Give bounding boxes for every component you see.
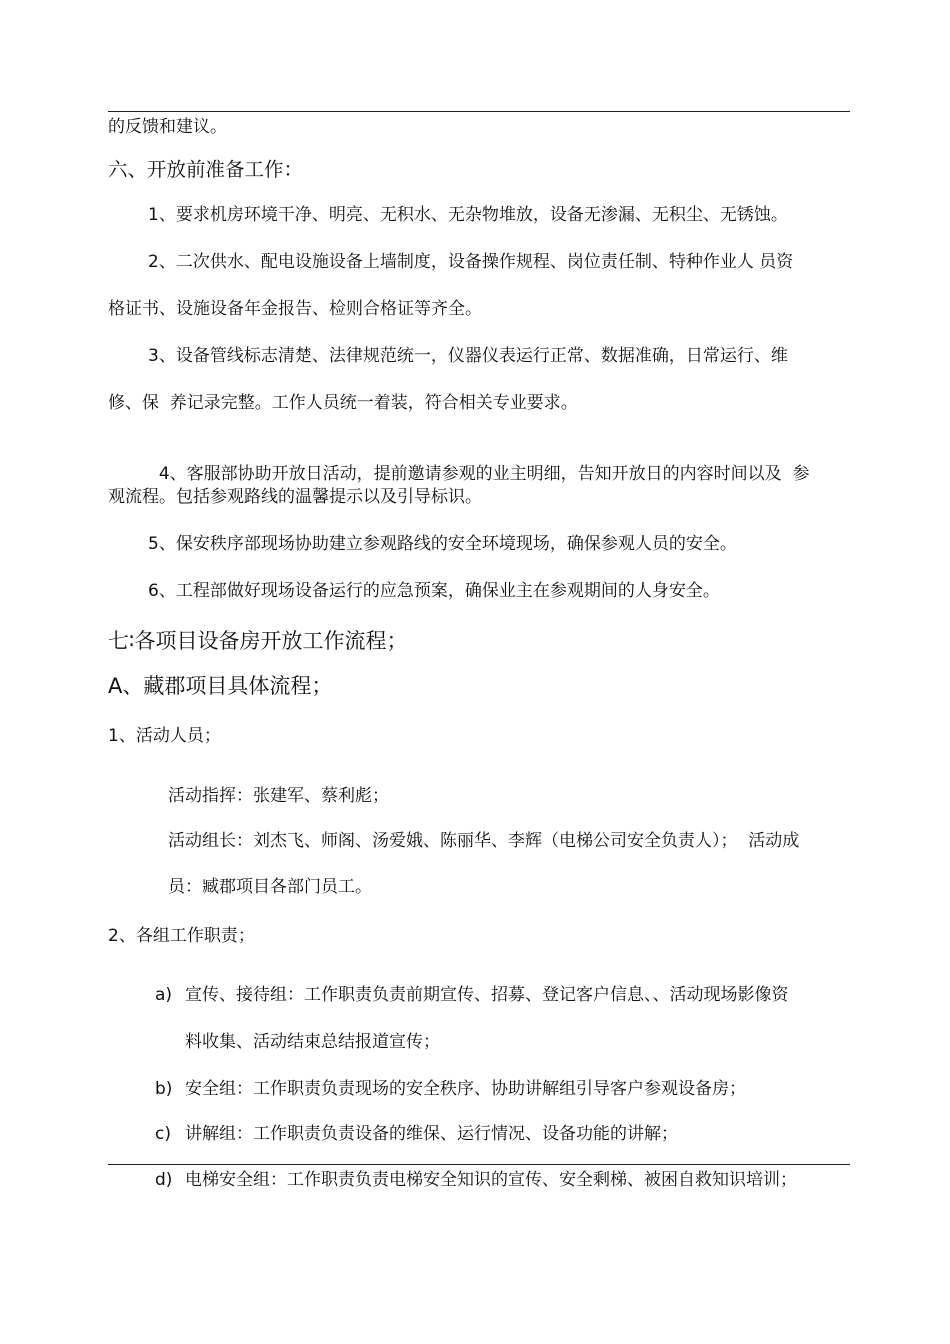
group-d (155, 1168, 797, 1192)
item-text: 客服部协助开放日活动，提前邀请参观的业主明细，告知开放日的内容时间以及 参 (186, 464, 810, 484)
group-letter: a) (155, 985, 173, 1005)
item-number: 2、 (148, 252, 176, 272)
group-letter: d) (155, 1170, 173, 1190)
section6-item-4-line1 (148, 438, 809, 486)
section7-subheading: A、藏郡项目具体流程； (108, 674, 333, 698)
section6-item-1 (148, 203, 788, 227)
item-number: 5、 (148, 534, 176, 554)
section6-heading: 六、开放前准备工作： (108, 158, 304, 181)
group-text: 电梯安全组：工作职责负责电梯安全知识的宣传、安全剩梯、被困自救知识培训； (185, 1170, 797, 1190)
header-rule (108, 111, 850, 112)
item-number: 6、 (148, 581, 176, 601)
item-text: 设备管线标志清楚、法律规范统一，仪器仪表运行正常、数据准确，日常运行、维 (175, 346, 788, 366)
part1-members-line: 员：臧郡项目各部门员工。 (168, 877, 372, 897)
footer-rule (108, 1164, 850, 1165)
group-c (155, 1122, 678, 1146)
item-text: 要求机房环境干净、明亮、无积水、无杂物堆放，设备无渗漏、无积尘、无锈蚀。 (175, 205, 788, 225)
section6-item-4-line2: 观流程。包括参观路线的温馨提示以及引导标识。 (108, 487, 482, 507)
item-text: 保安秩序部现场协助建立参观路线的安全环境现场，确保参观人员的安全。 (175, 534, 737, 554)
continuation-line: 的反馈和建议。 (108, 117, 227, 137)
group-a-line2: 料收集、活动结束总结报道宣传； (185, 1032, 440, 1052)
group-text: 讲解组：工作职责负责设备的维保、运行情况、设备功能的讲解； (185, 1124, 678, 1144)
group-letter: b) (155, 1079, 173, 1099)
section7-heading: 七∶各项目设备房开放工作流程； (108, 629, 408, 653)
group-b (155, 1077, 746, 1101)
part2-heading: 2、各组工作职责； (108, 926, 255, 946)
group-letter: c) (155, 1124, 171, 1144)
part1-commander-line: 活动指挥：张建军、蔡利彪； (168, 786, 389, 806)
item-number: 1、 (148, 205, 176, 225)
item-number: 3、 (148, 346, 176, 366)
section6-item-5 (148, 532, 737, 556)
group-a-line1 (155, 983, 789, 1007)
section6-item-2-line1 (148, 250, 840, 274)
item-text: 工程部做好现场设备运行的应急预案，确保业主在参观期间的人身安全。 (175, 581, 720, 601)
item-text: 二次供水、配电设施设备上墙制度，设备操作规程、岗位责任制、特种作业人 员资 (175, 252, 794, 272)
part1-leaders-line: 活动组长：刘杰飞、师阁、汤爱娥、陈丽华、李辉（电梯公司安全负责人）； 活动成 (168, 831, 800, 851)
group-text: 宣传、接待组：工作职责负责前期宣传、招募、登记客户信息、、活动现场影像资 (185, 985, 789, 1005)
part1-heading: 1、活动人员； (108, 726, 221, 746)
section6-item-3-line2: 修、保 养记录完整。工作人员统一着装，符合相关专业要求。 (108, 393, 578, 413)
section6-item-2-line2: 格证书、设施设备年金报告、检则合格证等齐全。 (108, 299, 482, 319)
section6-item-6 (148, 579, 720, 603)
group-text: 安全组：工作职责负责现场的安全秩序、协助讲解组引导客户参观设备房； (185, 1079, 746, 1099)
section6-item-3-line1 (148, 344, 788, 368)
item-number: 4、 (158, 464, 187, 484)
